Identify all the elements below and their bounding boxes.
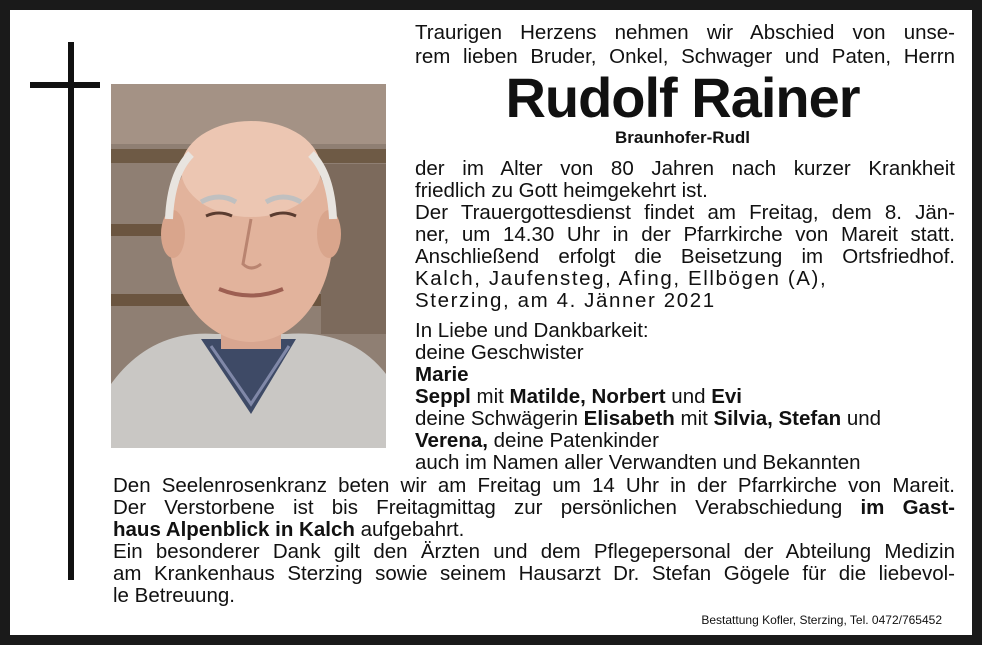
mourner-name: Seppl xyxy=(415,385,471,408)
intro-line-1: Traurigen Herzens nehmen wir Abschied von unse- xyxy=(415,21,955,44)
body-line-5: Anschließend erfolgt die Beisetzung im Ortsfriedhof. xyxy=(415,245,955,268)
viewing-text: Der Verstorbene ist bis Freitagmittag zur persönlichen Verabschiedung xyxy=(113,496,861,519)
cross-icon-vertical xyxy=(68,42,74,580)
portrait-photo xyxy=(111,84,386,448)
body-line-1: der im Alter von 80 Jahren nach kurzer Krankheit xyxy=(415,157,955,180)
body-line-6: Kalch, Jaufensteg, Afing, Ellbögen (A), xyxy=(415,267,828,290)
mourner-name: Evi xyxy=(711,385,742,408)
intro-line-2: rem lieben Bruder, Onkel, Schwager und Paten, Herrn xyxy=(415,45,955,68)
deceased-nickname: Braunhofer-Rudl xyxy=(614,128,751,147)
thanks-line-3: le Betreuung. xyxy=(113,584,235,607)
mourner-line-seppl xyxy=(415,386,955,408)
viewing-location: haus Alpenblick in Kalch xyxy=(113,518,355,541)
rosary-line: Den Seelenrosenkranz beten wir am Freitag um 14 Uhr in der Pfarrkirche von Mareit. xyxy=(113,474,955,497)
funeral-home-credit: Bestattung Kofler, Sterzing, Tel. 0472/765452 xyxy=(701,613,942,627)
body-line-4: ner, um 14.30 Uhr in der Pfarrkirche von Mareit statt. xyxy=(415,223,955,246)
mourner-connector: und xyxy=(665,385,712,408)
mourner-line-elisabeth xyxy=(415,408,955,430)
mourner-name: Verena, xyxy=(415,429,488,452)
mourner-names: Silvia, Stefan xyxy=(713,407,842,430)
mourner-connector: mit xyxy=(674,407,714,430)
sister-name: Marie xyxy=(415,363,469,386)
body-line-7: Sterzing, am 4. Jänner 2021 xyxy=(415,289,716,312)
mourner-connector: und xyxy=(841,407,882,430)
viewing-line-2 xyxy=(113,519,955,541)
mourner-names: Matilde, Norbert xyxy=(509,385,666,408)
mourner-connector: deine Schwägerin xyxy=(415,407,584,430)
mourner-connector: deine Patenkinder xyxy=(487,429,659,452)
siblings-label: deine Geschwister xyxy=(415,341,584,364)
viewing-location: im Gast- xyxy=(860,496,955,519)
thanks-line-2: am Krankenhaus Sterzing sowie seinem Hausarzt Dr. Stefan Gögele für die liebevol- xyxy=(113,562,955,585)
thanks-line-1: Ein besonderer Dank gilt den Ärzten und dem Pflegepersonal der Abteilung Medizin xyxy=(113,540,955,563)
viewing-line-1 xyxy=(113,497,955,519)
body-line-3: Der Trauergottesdienst findet am Freitag, dem 8. Jän- xyxy=(415,201,955,224)
deceased-name: Rudolf Rainer xyxy=(505,66,860,129)
mourners-heading: In Liebe und Dankbarkeit: xyxy=(415,319,649,342)
viewing-text: aufgebahrt. xyxy=(354,518,465,541)
body-line-2: friedlich zu Gott heimgekehrt ist. xyxy=(415,179,708,202)
mourner-connector: mit xyxy=(470,385,510,408)
cross-icon-horizontal xyxy=(30,82,100,88)
mourner-name: Elisabeth xyxy=(583,407,675,430)
relatives-line: auch im Namen aller Verwandten und Bekannten xyxy=(415,451,861,474)
mourner-line-verena xyxy=(415,430,955,452)
